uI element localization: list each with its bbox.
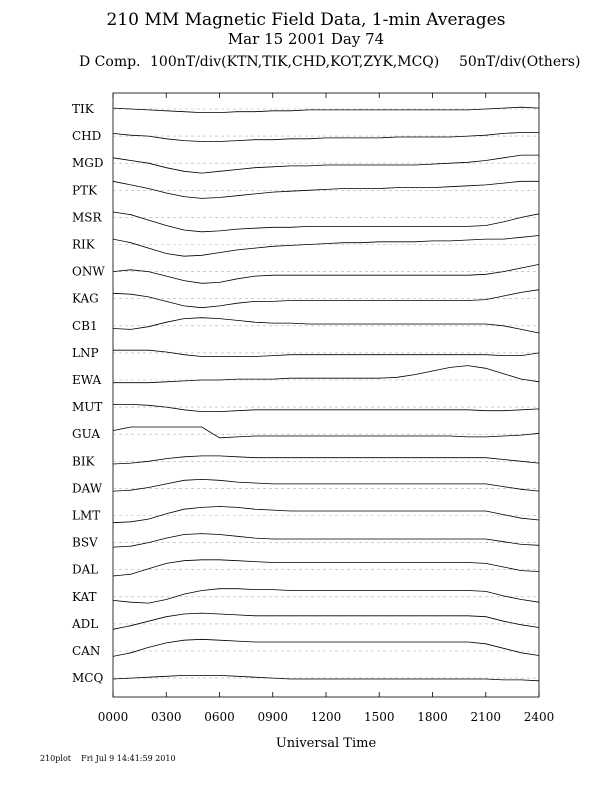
station-label-mcq: MCQ (72, 671, 104, 686)
x-tick-label: 1500 (363, 710, 395, 724)
trace-msr (113, 212, 539, 232)
x-tick-label: 0600 (204, 710, 235, 724)
x-tick-label: 1200 (310, 710, 342, 724)
x-tick-label: 0300 (150, 710, 182, 724)
station-label-lmt: LMT (72, 508, 101, 523)
trace-rik (113, 236, 539, 257)
x-tick-label: 0000 (97, 710, 129, 724)
x-axis-label: Universal Time (275, 736, 377, 751)
station-label-tik: TIK (72, 102, 94, 116)
chart-subtitle: Mar 15 2001 Day 74 (227, 30, 385, 48)
station-label-dal: DAL (72, 562, 99, 577)
trace-lmt (113, 507, 539, 523)
station-label-adl: ADL (72, 616, 99, 631)
trace-adl (113, 613, 539, 629)
station-label-kat: KAT (72, 589, 97, 604)
trace-dal (113, 560, 539, 576)
station-label-mut: MUT (72, 400, 103, 415)
station-label-bik: BIK (72, 454, 95, 469)
station-label-chd: CHD (72, 129, 102, 144)
station-label-ewa: EWA (72, 373, 102, 387)
scale-note-secondary: 50nT/div(Others) (459, 54, 581, 70)
scale-note-primary: 100nT/div(KTN,TIK,CHD,KOT,ZYK,MCQ) (150, 54, 440, 70)
trace-chd (113, 133, 539, 142)
plot-timestamp: Fri Jul 9 14:41:59 2010 (81, 754, 176, 763)
trace-bsv (113, 534, 539, 548)
trace-ptk (113, 181, 539, 198)
trace-gua (113, 427, 539, 438)
trace-mut (113, 404, 539, 411)
station-label-daw: DAW (72, 481, 103, 496)
trace-mgd (113, 155, 539, 173)
program-name: 210plot (40, 754, 71, 763)
station-label-msr: MSR (72, 210, 102, 225)
station-label-can: CAN (72, 644, 101, 658)
station-label-bsv: BSV (72, 535, 98, 550)
trace-cb1 (113, 318, 539, 333)
trace-onw (113, 264, 539, 283)
trace-daw (113, 479, 539, 491)
station-label-gua: GUA (72, 427, 100, 442)
chart-title: 210 MM Magnetic Field Data, 1-min Averages (106, 10, 506, 30)
x-tick-label: 2400 (523, 710, 555, 724)
trace-kat (113, 589, 539, 603)
trace-tik (113, 107, 539, 112)
x-tick-label: 2100 (470, 710, 502, 724)
x-tick-label: 1800 (417, 710, 448, 724)
plot-frame (113, 93, 539, 697)
x-tick-label: 0900 (257, 710, 289, 724)
station-label-onw: ONW (72, 264, 105, 279)
station-label-cb1: CB1 (72, 318, 98, 333)
trace-can (113, 639, 539, 656)
station-label-ptk: PTK (72, 183, 98, 198)
station-label-mgd: MGD (72, 156, 104, 171)
station-label-lnp: LNP (72, 345, 99, 360)
trace-bik (113, 456, 539, 464)
component-label: D Comp. (79, 54, 141, 70)
plot-footer (40, 754, 176, 763)
trace-lnp (113, 350, 539, 356)
station-label-rik: RIK (72, 237, 95, 252)
station-label-kag: KAG (72, 291, 99, 306)
